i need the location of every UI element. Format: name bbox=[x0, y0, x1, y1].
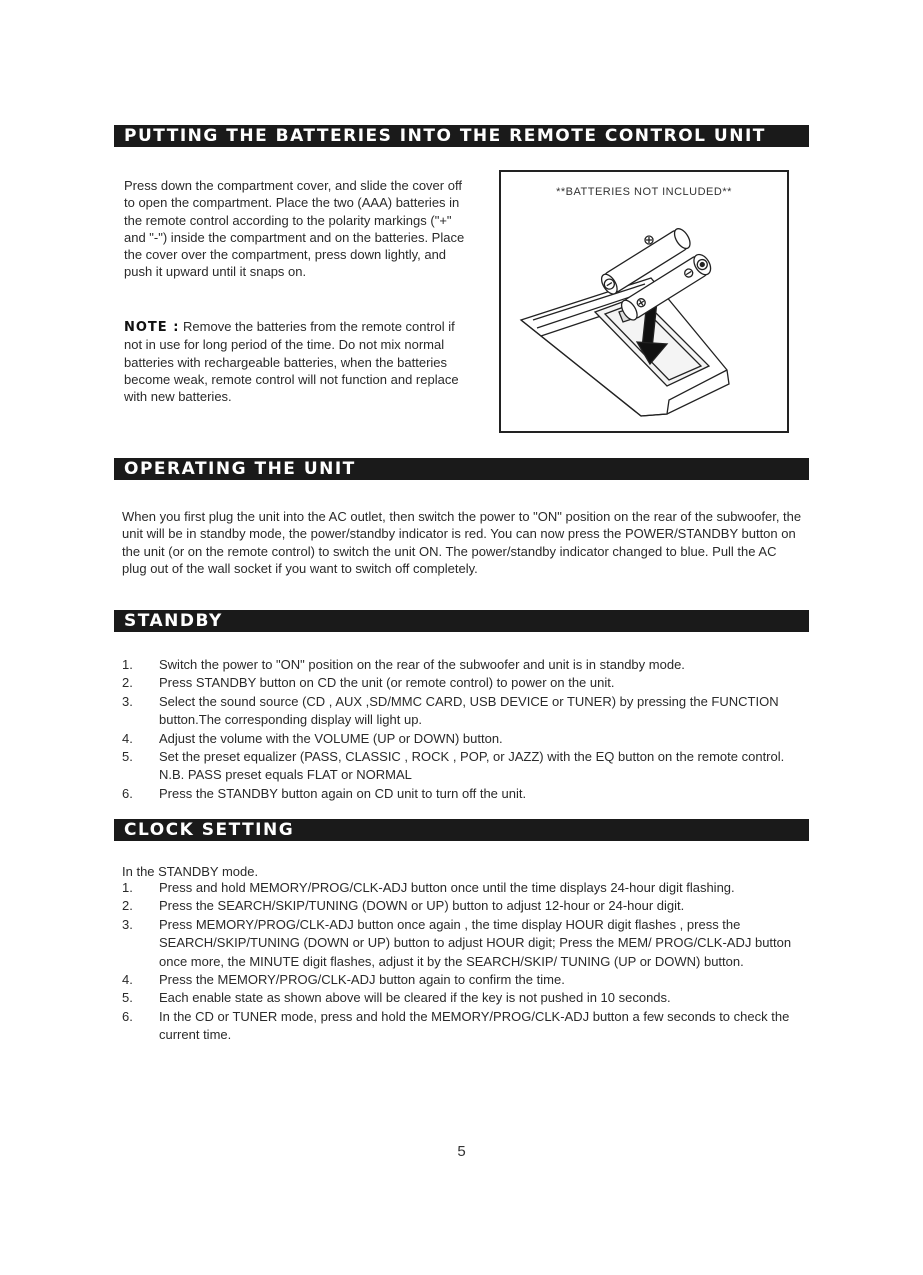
list-item: 3. Press MEMORY/PROG/CLK-ADJ button once again , the time display HOUR digit flashes , press the SEARCH/SKIP/TUNING (DOWN or UP) button to adjust HOUR digit; Press the MEM/ PROG/CLK-ADJ button once more, the MINUTE digit flashes, adjust it by the SEARCH/SKIP/ TUNING (UP or DOWN) button. bbox=[122, 916, 792, 969]
clock-steps-list bbox=[122, 879, 802, 1045]
batteries-instructions: Press down the compartment cover, and slide the cover off to open the compartment. Place the two (AAA) batteries in the remote control according to the polarity markings ("+" and "-") inside the compartment and on the batteries. Place the cover over the compartment, press down lightly, and push it upward until it snaps on. bbox=[124, 178, 465, 280]
list-item: 5. Each enable state as shown above will be cleared if the key is not pushed in 10 seconds. bbox=[122, 990, 671, 1006]
section-header-operating: OPERATING THE UNIT bbox=[114, 458, 809, 480]
note-label: NOTE : bbox=[124, 320, 180, 335]
standby-steps-list bbox=[122, 656, 787, 803]
list-item: 4. Adjust the volume with the VOLUME (UP or DOWN) button. bbox=[122, 730, 503, 746]
list-item: 5. Set the preset equalizer (PASS, CLASSIC , ROCK , POP, or JAZZ) with the EQ button on the remote control. N.B. PASS preset equals FLAT or NORMAL bbox=[122, 749, 785, 783]
section-header-standby: STANDBY bbox=[114, 610, 809, 632]
section-header-batteries: PUTTING THE BATTERIES INTO THE REMOTE CONTROL UNIT bbox=[114, 125, 809, 147]
list-item: 6. Press the STANDBY button again on CD unit to turn off the unit. bbox=[122, 785, 527, 801]
batteries-note bbox=[124, 318, 464, 405]
list-item: 1. Switch the power to "ON" position on the rear of the subwoofer and unit is in standby mode. bbox=[122, 657, 685, 672]
list-item: 2. Press STANDBY button on CD the unit (or remote control) to power on the unit. bbox=[122, 675, 615, 691]
list-item: 4. Press the MEMORY/PROG/CLK-ADJ button again to confirm the time. bbox=[122, 972, 565, 988]
remote-battery-drawing-icon bbox=[501, 172, 787, 431]
list-item: 6. In the CD or TUNER mode, press and hold the MEMORY/PROG/CLK-ADJ button a few seconds to check the current time. bbox=[122, 1008, 790, 1043]
note-text: Remove the batteries from the remote control if not in use for long period of the time. Do not mix normal batteries with rechargeable batteries, when the batteries become weak, remote control will not function and replace with new batteries. bbox=[124, 319, 459, 405]
clock-intro: In the STANDBY mode. bbox=[122, 864, 259, 879]
battery-illustration bbox=[499, 170, 789, 433]
operating-instructions: When you first plug the unit into the AC outlet, then switch the power to "ON" position on the rear of the subwoofer, the unit will be in standby mode, the power/standby indicator is red. You can now press the POWER/STANDBY button on the unit (or on the remote control) to switch the unit ON. The power/standby indicator changed to blue. Pull the AC plug out of the wall socket if you want to switch off completely. bbox=[122, 509, 802, 576]
page-number: 5 bbox=[457, 1143, 466, 1160]
list-item: 1. Press and hold MEMORY/PROG/CLK-ADJ button once until the time displays 24-hour digit flashing. bbox=[122, 880, 735, 895]
list-item: 2. Press the SEARCH/SKIP/TUNING (DOWN or UP) button to adjust 12-hour or 24-hour digit. bbox=[122, 898, 685, 914]
batteries-not-included-caption: **BATTERIES NOT INCLUDED** bbox=[556, 186, 732, 198]
list-item: 3. Select the sound source (CD , AUX ,SD/MMC CARD, USB DEVICE or TUNER) by pressing the FUNCTION button.The corresponding display will light up. bbox=[122, 693, 779, 728]
section-header-clock: CLOCK SETTING bbox=[114, 819, 809, 841]
